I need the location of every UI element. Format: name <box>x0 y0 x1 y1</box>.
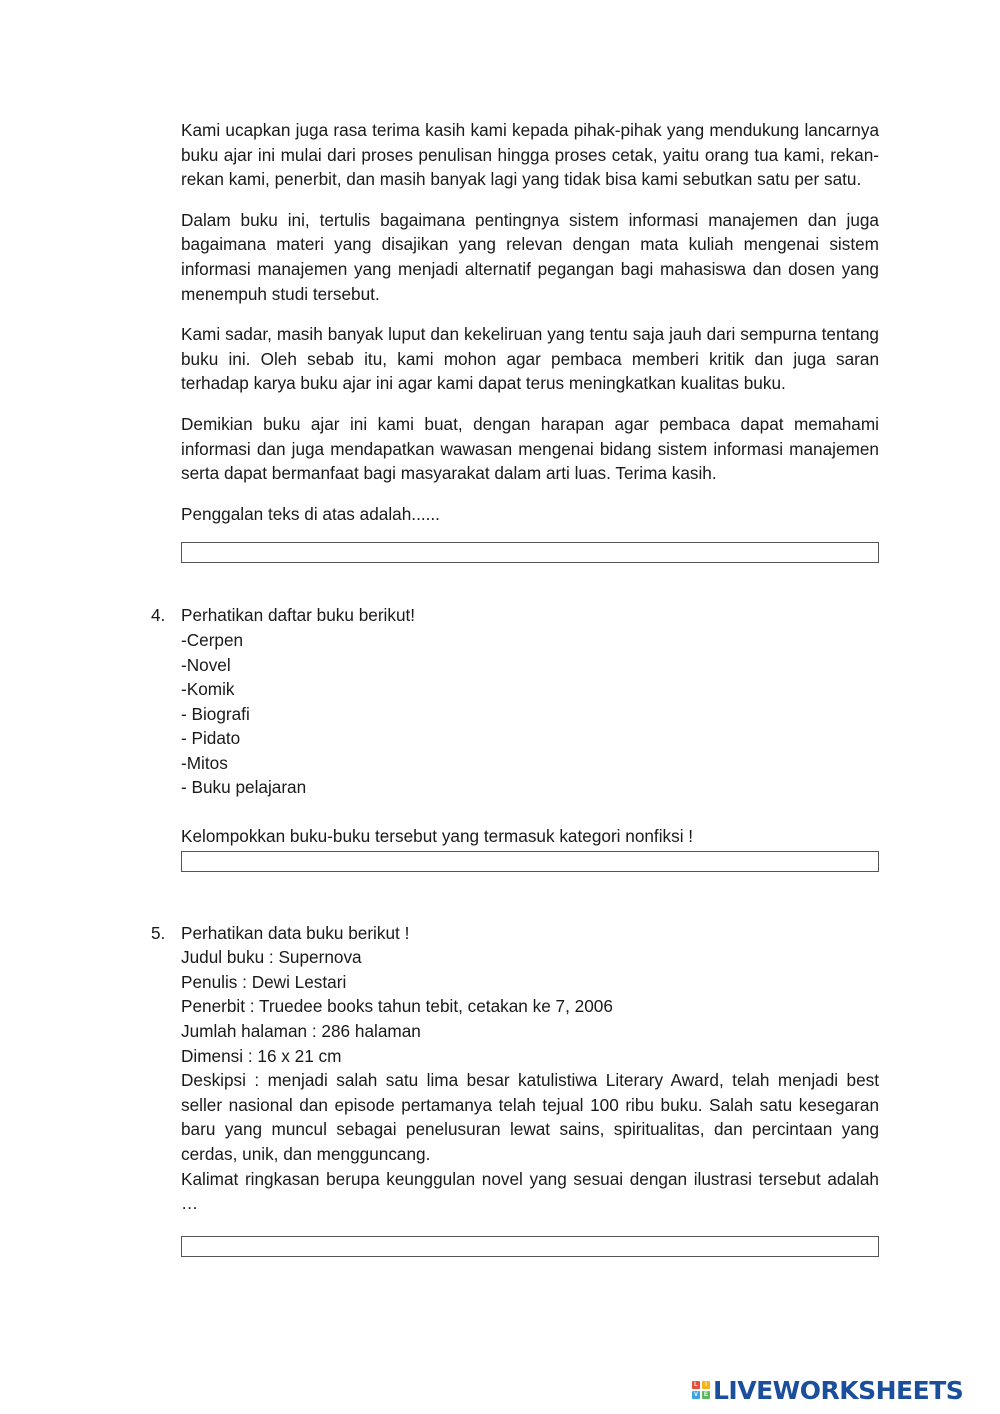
list-item: -Novel <box>181 654 231 675</box>
question-4-number: 4. <box>151 605 166 626</box>
answer-field-q5[interactable] <box>181 1236 879 1257</box>
list-item: - Buku pelajaran <box>181 777 307 798</box>
paragraph-thanks: Kami ucapkan juga rasa terima kasih kami kepada pihak-pihak yang mendukung lancarnya buku ajar ini mulai dari proses penulisan hingga proses cetak, yaitu orang tua kami, rekan-rekan kami, penerbit, dan masih banyak lagi yang tidak bisa kami sebutkan satu per satu. <box>181 120 879 190</box>
question-5 <box>151 921 879 1257</box>
logo-tile-l: L <box>692 1381 700 1389</box>
question-3-prompt: Penggalan teks di atas adalah...... <box>181 503 440 524</box>
liveworksheets-logo <box>692 1375 963 1405</box>
answer-field-q4[interactable] <box>181 851 879 872</box>
question-5-number: 5. <box>151 922 166 943</box>
book-pages: Jumlah halaman : 286 halaman <box>181 1021 421 1042</box>
list-item: - Biografi <box>181 703 250 724</box>
question-5-prompt: Kalimat ringkasan berupa keunggulan novel yang sesuai dengan ilustrasi tersebut adalah … <box>181 1168 879 1214</box>
book-dimensions: Dimensi : 16 x 21 cm <box>181 1045 342 1066</box>
list-item: -Cerpen <box>181 629 244 650</box>
answer-field-q3[interactable] <box>181 542 879 563</box>
paragraph-closing: Demikian buku ajar ini kami buat, dengan harapan agar pembaca dapat memahami informasi dan juga mendapatkan wawasan mengenai bidang sistem informasi manajemen serta dapat bermanfaat bagi masyarakat dalam arti luas. Terima kasih. <box>181 413 879 484</box>
logo-icon <box>692 1381 710 1399</box>
book-publisher: Penerbit : Truedee books tahun tebit, cetakan ke 7, 2006 <box>181 996 613 1017</box>
book-title: Judul buku : Supernova <box>181 947 362 968</box>
question-4-title: Perhatikan daftar buku berikut! <box>181 605 416 626</box>
list-item: - Pidato <box>181 728 241 749</box>
logo-tile-i: I <box>702 1381 710 1389</box>
logo-tile-v: V <box>693 1392 698 1398</box>
list-item: -Komik <box>181 679 235 700</box>
paragraph-content: Dalam buku ini, tertulis bagaimana pentingnya sistem informasi manajemen dan juga bagaimana materi yang disajikan yang relevan dengan mata kuliah mengenai sistem informasi manajemen yang menjadi alternatif pegangan bagi mahasiswa dan dosen yang menempuh studi tersebut. <box>181 209 879 304</box>
logo-tile-e: E <box>703 1392 708 1398</box>
worksheet-content <box>151 118 879 1257</box>
question-4-prompt: Kelompokkan buku-buku tersebut yang termasuk kategori nonfiksi ! <box>181 826 694 847</box>
question-5-title: Perhatikan data buku berikut ! <box>181 922 410 943</box>
question-4 <box>151 603 879 871</box>
brand-name: LIVEWORKSHEETS <box>713 1375 964 1405</box>
paragraph-apology: Kami sadar, masih banyak luput dan kekeliruan yang tentu saja jauh dari sempurna tentang buku ini. Oleh sebab itu, kami mohon agar pembaca memberi kritik dan juga saran terhadap karya buku ajar ini agar kami dapat terus meningkatkan kualitas buku. <box>181 324 879 394</box>
list-item: -Mitos <box>181 752 228 773</box>
book-description: Deskipsi : menjadi salah satu lima besar katulistiwa Literary Award, telah menjadi best seller nasional dan episode pertamanya telah tejual 100 ribu buku. Salah satu kesegaran baru yang muncul sebagai penelusuran lewat sains, spiritualitas, dan percintaan yang cerdas, unik, dan mengguncang. <box>181 1070 879 1164</box>
book-author: Penulis : Dewi Lestari <box>181 971 347 992</box>
